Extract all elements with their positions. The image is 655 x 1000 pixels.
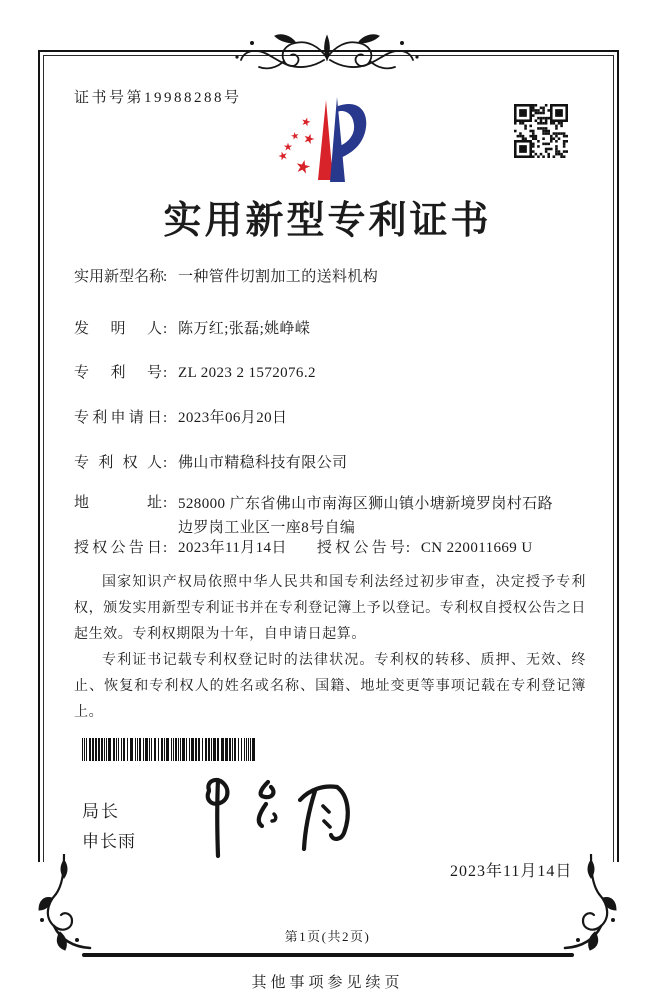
barcode-icon bbox=[82, 738, 260, 761]
field-label: 专利申请日 bbox=[74, 410, 162, 426]
field-filing-date: 专利申请日: 2023年06月20日 bbox=[74, 407, 287, 430]
qr-code-icon bbox=[514, 104, 568, 158]
page-number: 第1页(共2页) bbox=[284, 929, 371, 944]
field-label: 实用新型名称 bbox=[74, 269, 165, 285]
field-value: 佛山市精稳科技有限公司 bbox=[178, 455, 348, 471]
field-patent-number: 专利号: ZL 2023 2 1572076.2 bbox=[74, 362, 316, 385]
signature-script-icon bbox=[182, 770, 382, 865]
field-patentee: 专利权人: 佛山市精稳科技有限公司 bbox=[74, 452, 347, 475]
field-value: 528000 广东省佛山市南海区狮山镇小塘新境罗岗村石路边罗岗工业区一座8号自编 bbox=[178, 496, 553, 536]
field-address: 地址: 528000 广东省佛山市南海区狮山镇小塘新境罗岗村石路边罗岗工业区一座8号自编 bbox=[74, 492, 556, 540]
continuation-note: 其他事项参见续页 bbox=[251, 975, 404, 991]
field-grant-date: 授权公告日: 2023年11月14日 bbox=[74, 540, 287, 556]
cnipa-logo-icon bbox=[274, 96, 368, 186]
field-label: 发明人 bbox=[74, 321, 162, 337]
field-label: 专利权人 bbox=[74, 455, 162, 471]
field-label: 地址 bbox=[74, 495, 162, 511]
field-value: ZL 2023 2 1572076.2 bbox=[178, 365, 316, 381]
field-grant-row bbox=[74, 537, 533, 560]
field-value: 一种管件切割加工的送料机构 bbox=[178, 269, 379, 285]
signer-name: 申长雨 bbox=[82, 832, 136, 851]
field-utility-model-name: 实用新型名称: 一种管件切割加工的送料机构 bbox=[74, 266, 378, 289]
field-value: 2023年06月20日 bbox=[178, 410, 288, 426]
certificate-title: 实用新型专利证书 bbox=[163, 200, 492, 242]
field-grant-number: 授权公告号: CN 220011669 U bbox=[316, 540, 533, 556]
legal-paragraph-2: 专利证书记载专利权登记时的法律状况。专利权的转移、质押、无效、终止、恢复和专利权人的姓名或名称、国籍、地址变更等事项记载在专利登记簿上。 bbox=[74, 653, 586, 720]
field-label: 专利号 bbox=[74, 365, 162, 381]
top-center-flourish-icon bbox=[227, 24, 427, 82]
bottom-border-line bbox=[82, 953, 574, 957]
field-inventors: 发明人: 陈万红;张磊;姚峥嵘 bbox=[74, 318, 310, 341]
certificate-number: 证书号第19988288号 bbox=[74, 90, 242, 106]
field-value: 陈万红;张磊;姚峥嵘 bbox=[178, 321, 311, 337]
signer-title: 局长 bbox=[82, 802, 120, 821]
legal-paragraph-1: 国家知识产权局依照中华人民共和国专利法经过初步审查，决定授予专利权，颁发实用新型专利证书并在专利登记簿上予以登记。专利权自授权公告之日起生效。专利权期限为十年，自申请日起算。 bbox=[74, 575, 586, 642]
issue-date: 2023年11月14日 bbox=[450, 863, 573, 880]
